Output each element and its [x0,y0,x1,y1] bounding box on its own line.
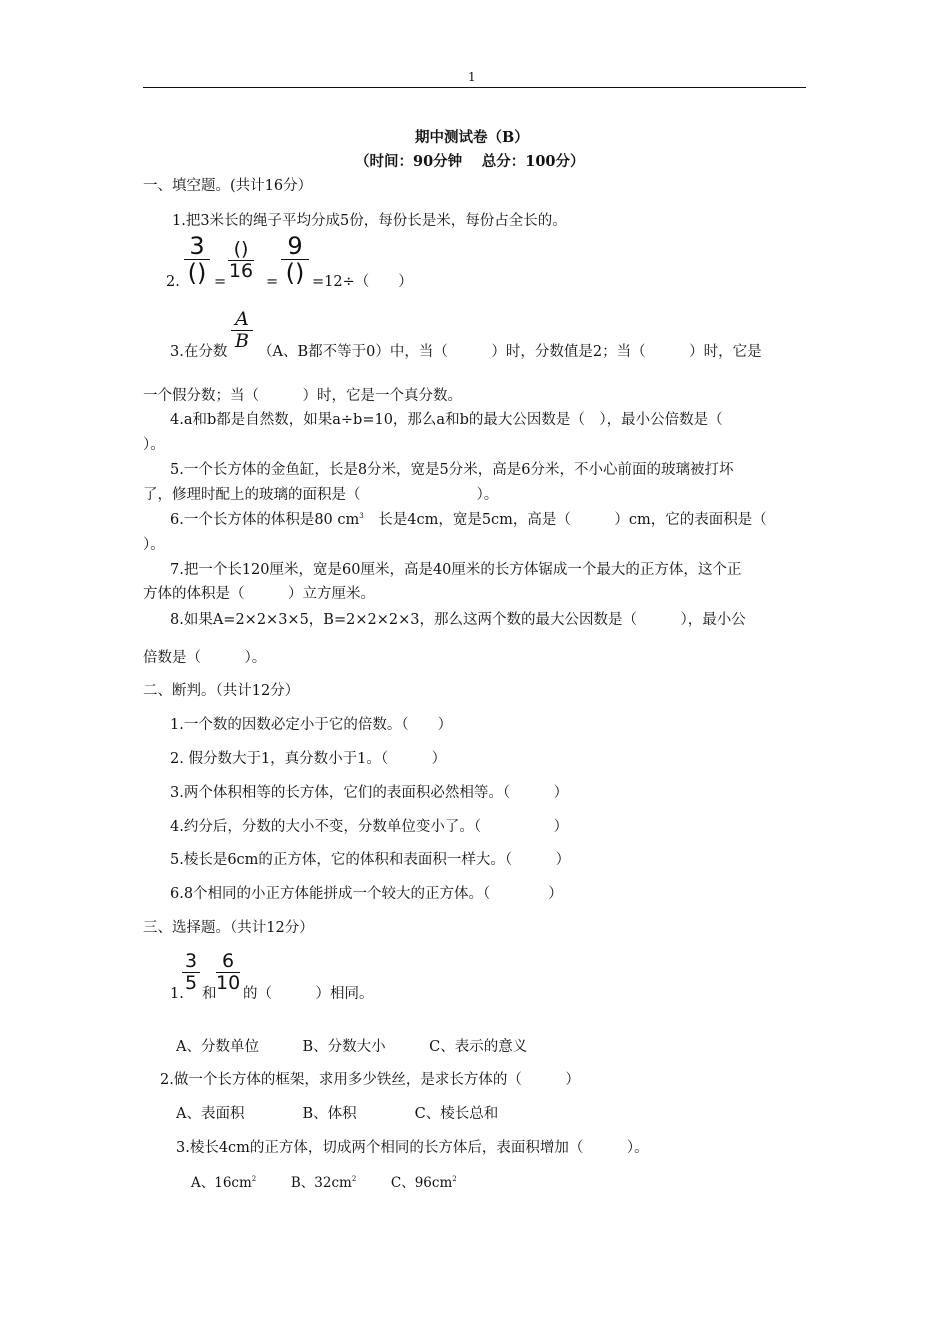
superscript: 2 [452,1175,457,1183]
superscript: 2 [351,1175,357,1183]
s2-item-2: 2. 假分数大于1，真分数小于1。（ ） [170,751,447,767]
s2-item-1: 1.一个数的因数必定小于它的倍数。（ ） [170,717,453,733]
s1-q3-line2: 一个假分数；当（ ）时，它是一个真分数。 [143,388,462,404]
s1-q2-tail: =12÷（ ） [312,274,413,290]
fraction-denominator: B [235,330,249,352]
s3-q1-options: A、分数单位 B、分数大小 C、表示的意义 [176,1039,528,1055]
s1-q2-equals-2: = [266,274,279,290]
section1-heading: 一、填空题。(共计16分） [143,178,313,194]
section2-heading: 二、断判。（共计12分） [143,683,300,699]
s1-q7-line1: 7.把一个长120厘米，宽是60厘米，高是40厘米的长方体锯成一个最大的正方体，这个正 [170,562,742,578]
page-number: 1 [468,70,476,84]
s1-q6-text-b: 长是4cm，宽是5cm，高是（ ）cm，它的表面积是（ [363,512,767,528]
s1-q6-line1 [170,513,767,528]
header-rule [143,87,806,88]
fraction-denominator: () [187,259,207,287]
s1-q2-equals-1: = [214,274,227,290]
s1-q6-text-a: 6.一个长方体的体积是80 cm [170,512,360,528]
s3-q2-options: A、表面积 B、体积 C、棱长总和 [176,1106,499,1122]
fraction-denominator: () [285,259,305,287]
fraction-numerator: () [233,238,249,260]
fraction-numerator: 3 [184,950,198,972]
s1-q4-line2: ）。 [143,437,165,453]
s1-q8-line2: 倍数是（ ）。 [143,650,267,666]
superscript: 2 [251,1175,257,1183]
s3-q3-options [191,1176,457,1191]
s3-q1-and: 和 [202,986,217,1002]
s3-q2-text: 2.做一个长方体的框架，求用多少铁丝，是求长方体的（ ） [160,1072,580,1088]
section3-heading: 三、选择题。（共计12分） [143,920,314,936]
option-b: B、32cm [290,1175,352,1191]
s3-q1-prefix: 1. [170,986,184,1002]
option-c: C、96cm [390,1175,453,1191]
fraction-denominator: 5 [184,972,198,994]
s1-q2-fraction-2 [228,240,254,281]
s2-item-3: 3.两个体积相等的长方体，它们的表面积必然相等。（ ） [170,785,569,801]
s1-q6-line2: ）。 [143,537,165,553]
s1-q8-line1: 8.如果A=2×2×3×5，B=2×2×2×3，那么这两个数的最大公因数是（ ），最小公 [170,612,746,628]
s1-q3-fraction [231,310,253,351]
s2-item-5: 5.棱长是6cm的正方体，它的体积和表面积一样大。（ ） [170,852,571,868]
fraction-numerator: 6 [221,950,235,972]
s2-item-4: 4.约分后，分数的大小不变，分数单位变小了。（ ） [170,819,569,835]
s1-q3-rest: （A、B都不等于0）中，当（ ）时，分数值是2；当（ ）时，它是 [258,344,762,360]
s1-q2-fraction-3 [281,234,309,285]
fraction-numerator: A [235,308,249,330]
fraction-denominator: 10 [216,972,241,994]
s1-q1: 1.把3米长的绳子平均分成5份，每份长是米，每份占全长的。 [172,213,567,229]
s1-q4-line1: 4.a和b都是自然数，如果a÷b=10，那么a和b的最大公因数是（ ），最小公倍数是（ [170,412,723,428]
s1-q2-prefix: 2. [166,274,180,290]
s3-q1-fraction-2 [216,952,240,993]
s1-q5-line1: 5.一个长方体的金鱼缸，长是8分米，宽是5分米，高是6分米，不小心前面的玻璃被打坏 [170,462,734,478]
s3-q1-rest: 的（ ）相同。 [243,986,374,1002]
s1-q7-line2: 方体的体积是（ ）立方厘米。 [143,586,375,602]
s1-q3-prefix: 3.在分数 [170,344,228,360]
superscript: 3 [359,512,364,520]
option-a: A、16cm [191,1175,252,1191]
fraction-numerator: 9 [287,232,303,260]
fraction-denominator: 16 [228,260,254,282]
page-subtitle: （时间：90分钟 总分：100分） [355,153,585,170]
s2-item-6: 6.8个相同的小正方体能拼成一个较大的正方体。（ ） [170,886,563,902]
s1-q5-line2: 了，修理时配上的玻璃的面积是（ ）。 [143,487,499,503]
s1-q2-fraction-1 [184,234,210,285]
page-title: 期中测试卷（B） [415,129,529,146]
s3-q3-text: 3.棱长4cm的正方体，切成两个相同的长方体后，表面积增加（ ）。 [176,1140,649,1156]
s3-q1-fraction-1 [182,952,200,993]
fraction-numerator: 3 [189,232,205,260]
